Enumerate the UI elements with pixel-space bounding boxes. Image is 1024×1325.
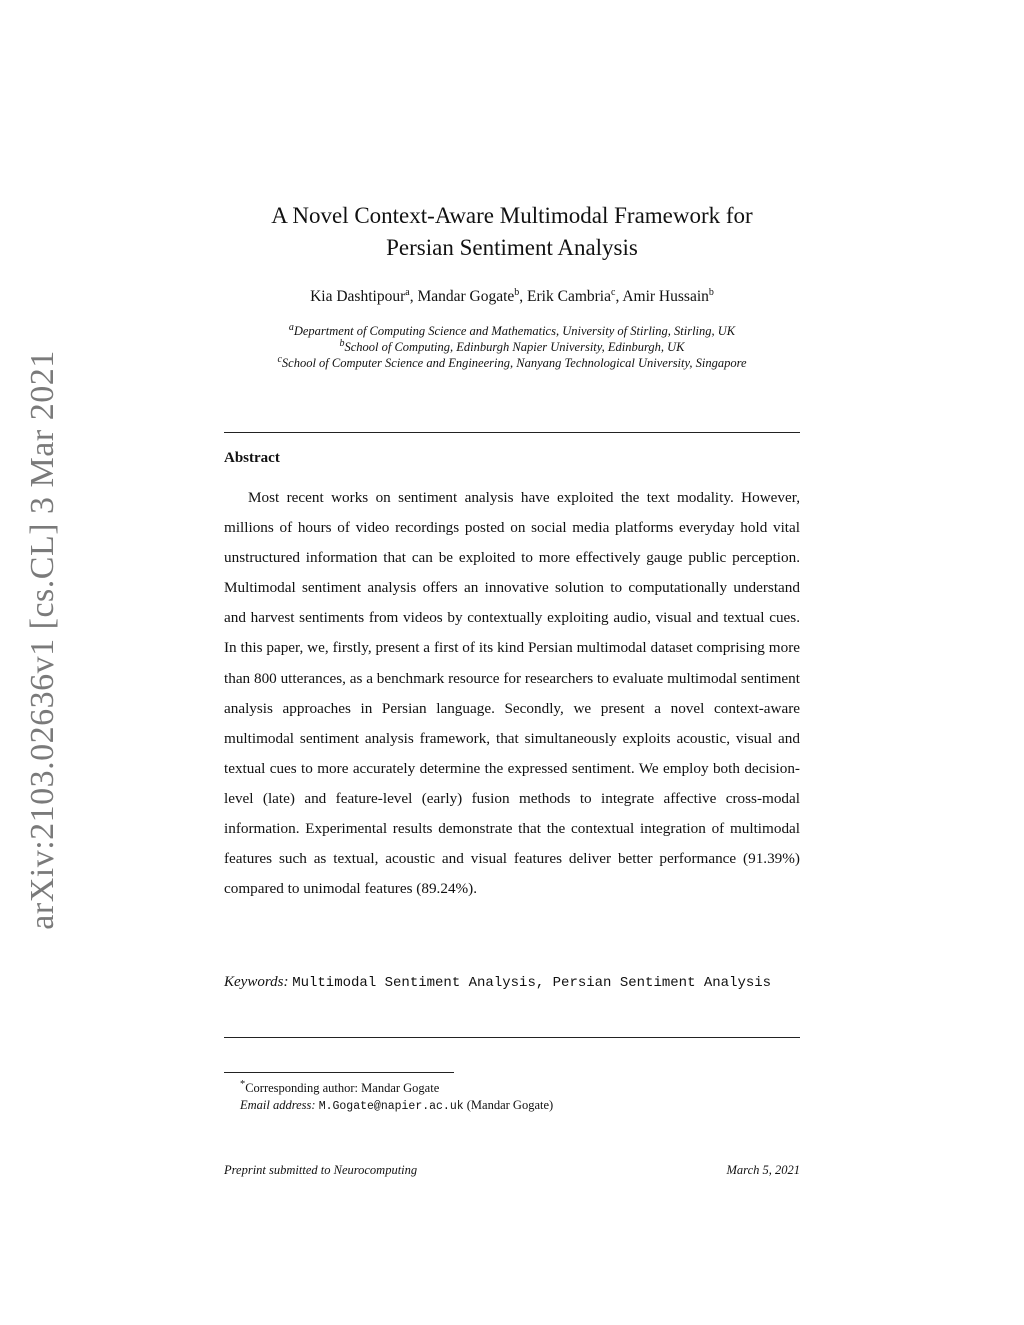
abstract-bottom-rule	[224, 1037, 800, 1038]
affiliation-list	[214, 323, 810, 371]
author-affil-marker: b	[514, 286, 520, 298]
author-affil-marker: c	[610, 286, 616, 298]
affil-text: School of Computer Science and Engineering, Nanyang Technological University, Singapore	[281, 356, 747, 370]
author-list	[224, 288, 800, 306]
email-address: M.Gogate@napier.ac.uk	[318, 1100, 464, 1114]
corresponding-author-text: Corresponding author: Mandar Gogate	[245, 1081, 440, 1096]
author-name: Amir Hussain	[622, 288, 709, 305]
affil-marker: c	[277, 353, 282, 365]
author-separator: ,	[409, 288, 418, 305]
footnote	[240, 1076, 553, 1115]
affil-marker: b	[339, 337, 345, 349]
email-line	[240, 1097, 553, 1115]
email-label: Email address:	[240, 1098, 316, 1113]
keywords-block	[224, 968, 800, 998]
email-owner: (Mandar Gogate)	[466, 1098, 554, 1113]
affiliation	[214, 355, 810, 371]
author-affil-marker: a	[405, 286, 410, 298]
abstract-top-rule	[224, 432, 800, 433]
preprint-note: Preprint submitted to Neurocomputing	[224, 1163, 418, 1177]
corresponding-author-note	[240, 1076, 553, 1097]
author-name: Mandar Gogate	[417, 288, 515, 305]
affil-text: School of Computing, Edinburgh Napier University, Edinburgh, UK	[344, 340, 685, 354]
arxiv-identifier-stamp: arXiv:2103.02636v1 [cs.CL] 3 Mar 2021	[24, 350, 61, 930]
preprint-date: March 5, 2021	[726, 1163, 800, 1177]
affil-text: Department of Computing Science and Mathematics, University of Stirling, Stirling, UK	[293, 324, 736, 338]
abstract-heading: Abstract	[224, 450, 280, 466]
author-name: Kia Dashtipour	[310, 288, 406, 305]
title-line-1: A Novel Context-Aware Multimodal Framework for	[271, 203, 753, 228]
author-name: Erik Cambria	[527, 288, 611, 305]
footnote-rule	[224, 1072, 454, 1073]
paper-title	[224, 200, 800, 264]
author-separator: ,	[519, 288, 528, 305]
affil-marker: a	[288, 321, 294, 333]
footnote-marker: *	[240, 1079, 246, 1090]
title-line-2: Persian Sentiment Analysis	[386, 235, 638, 260]
author-affil-marker: b	[708, 286, 714, 298]
affiliation	[214, 323, 810, 339]
affiliation	[214, 339, 810, 355]
keywords-label: Keywords:	[224, 974, 289, 990]
abstract-text: Most recent works on sentiment analysis have exploited the text modality. However, millions of hours of video recordings posted on social media platforms everyday hold vital unstructured information that can be exploited to more effectively gauge public perception. Multimodal sentiment analysis offers an innovative solution to computationally understand and harvest sentiments from videos by contextually exploiting audio, visual and textual cues. In this paper, we, firstly, present a first of its kind Persian multimodal dataset comprising more than 800 utterances, as a benchmark resource for researchers to evaluate multimodal sentiment analysis approaches in Persian language. Secondly, we present a novel context-aware multimodal sentiment analysis framework, that simultaneously exploits acoustic, visual and textual cues to more accurately determine the expressed sentiment. We employ both decision-level (late) and feature-level (early) fusion methods to integrate affective cross-modal information. Experimental results demonstrate that the contextual integration of multimodal features such as textual, acoustic and visual features deliver better performance (91.39%) compared to unimodal features (89.24%).	[224, 489, 800, 898]
author-separator: ,	[615, 288, 623, 305]
keywords-text: Multimodal Sentiment Analysis, Persian Sentiment Analysis	[292, 975, 772, 991]
